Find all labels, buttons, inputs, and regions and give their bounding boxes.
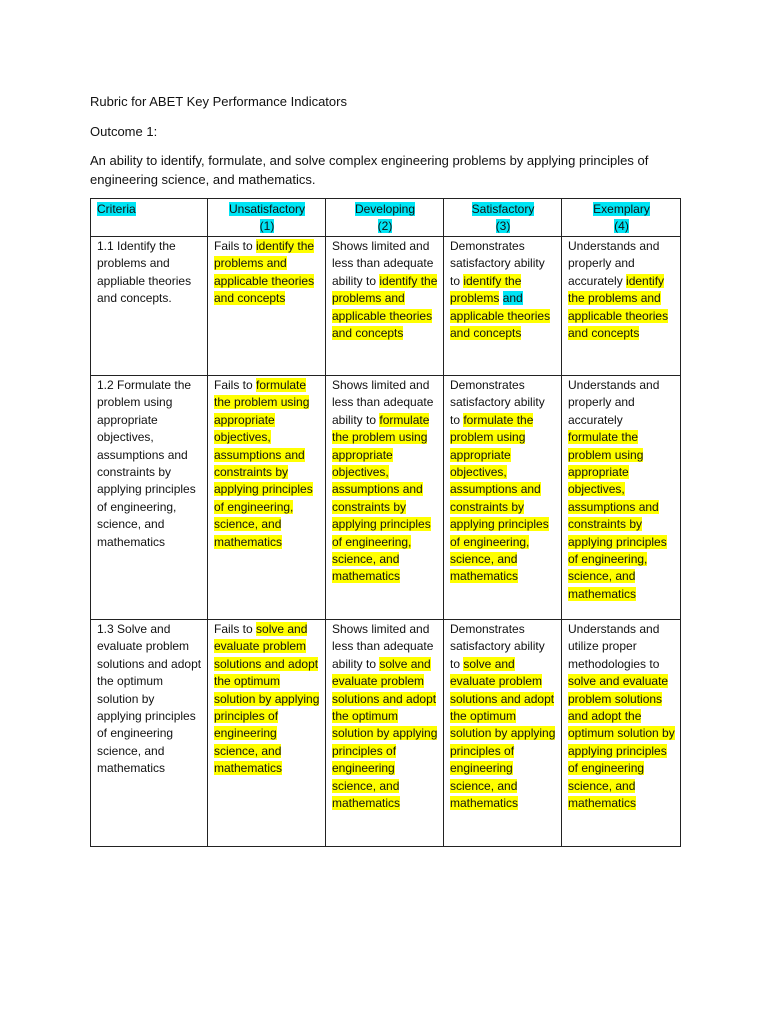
header-label: Satisfactory [471, 202, 535, 216]
cell-prefix: Understands and utilize proper methodologies to [568, 622, 660, 671]
header-developing [326, 199, 444, 237]
cell-highlight: solve and evaluate problem solutions and adopt the optimum solution by applying principles of engineering science, and mathematics [332, 656, 438, 811]
cell-highlight: applicable theories and concepts [450, 308, 551, 341]
rubric-table [90, 198, 681, 847]
header-unsatisfactory [208, 199, 326, 237]
header-score: (2) [377, 219, 393, 234]
developing-cell [326, 237, 444, 376]
cell-prefix: Demonstrates satisfactory ability to [450, 622, 545, 671]
header-criteria [91, 199, 208, 237]
cell-prefix: Shows limited and less than adequate ability to [332, 622, 434, 671]
header-satisfactory [444, 199, 562, 237]
outcome-description: An ability to identify, formulate, and solve complex engineering problems by applying principles of engineering science, and mathematics. [90, 153, 649, 187]
cell-prefix: Fails to [214, 378, 257, 392]
outcome-label: Outcome 1: [90, 124, 158, 139]
cell-prefix: Demonstrates satisfactory ability to [450, 239, 545, 288]
cell-highlight: formulate the problem using appropriate objectives, assumptions and constraints by applying principles of engineering, science, and mathematics [450, 412, 549, 584]
cell-prefix: Fails to [214, 239, 257, 253]
header-score: (1) [259, 219, 275, 234]
header-score: (3) [495, 219, 511, 234]
document-title: Rubric for ABET Key Performance Indicators [90, 94, 347, 109]
header-row [91, 199, 681, 237]
cell-highlight: formulate the problem using appropriate objectives, assumptions and constraints by applying principles of engineering, science, and mathematics [568, 430, 667, 601]
developing-cell [326, 376, 444, 620]
header-label: Exemplary [593, 202, 650, 216]
developing-cell [326, 620, 444, 847]
exemplary-cell [562, 237, 681, 376]
cell-highlight-cyan: and [502, 291, 523, 306]
satisfactory-cell [444, 376, 562, 620]
unsatisfactory-cell [208, 376, 326, 620]
table-row [91, 376, 681, 620]
header-score: (4) [614, 219, 629, 234]
criterion-cell: 1.2 Formulate the problem using appropriate objectives, assumptions and constraints by applying principles of engineering, science, and mathematics [91, 376, 208, 620]
cell-prefix: Understands and properly and accurately [568, 378, 660, 427]
cell-highlight: formulate the problem using appropriate objectives, assumptions and constraints by applying principles of engineering, science, and mathematics [214, 378, 313, 549]
criterion-cell: 1.3 Solve and evaluate problem solutions and adopt the optimum solution by applying principles of engineering science, and mathematics [91, 620, 208, 847]
satisfactory-cell [444, 620, 562, 847]
cell-prefix: Demonstrates satisfactory ability to [450, 378, 545, 427]
exemplary-cell [562, 376, 681, 620]
cell-highlight: formulate the problem using appropriate objectives, assumptions and constraints by applying principles of engineering, science, and mathematics [332, 412, 431, 584]
unsatisfactory-cell [208, 237, 326, 376]
criterion-cell: 1.1 Identify the problems and appliable theories and concepts. [91, 237, 208, 376]
cell-highlight: solve and evaluate problem solutions and adopt the optimum solution by applying principles of engineering science, and mathematics [450, 656, 556, 811]
cell-prefix: Fails to [214, 622, 257, 636]
cell-highlight: solve and evaluate problem solutions and adopt the optimum solution by applying principles of engineering science, and mathematics [214, 622, 320, 776]
table-row [91, 237, 681, 376]
cell-highlight: identify the problems and applicable theories and concepts [214, 239, 315, 306]
cell-highlight: identify the problems and applicable theories and concepts [332, 273, 438, 341]
exemplary-cell [562, 620, 681, 847]
unsatisfactory-cell [208, 620, 326, 847]
cell-prefix: Shows limited and less than adequate ability to [332, 378, 434, 427]
cell-prefix: Shows limited and less than adequate ability to [332, 239, 434, 288]
cell-highlight: identify the problems [450, 273, 522, 306]
cell-highlight: identify the problems and applicable theories and concepts [568, 273, 669, 341]
table-row [91, 620, 681, 847]
header-label: Unsatisfactory [228, 202, 306, 216]
cell-prefix: Understands and properly and accurately [568, 239, 660, 288]
cell-highlight: solve and evaluate problem solutions and adopt the optimum solution by applying principles of engineering science, and mathematics [568, 674, 675, 811]
satisfactory-cell [444, 237, 562, 376]
header-exemplary [562, 199, 681, 237]
header-label: Developing [354, 202, 416, 216]
header-label: Criteria [97, 202, 136, 216]
